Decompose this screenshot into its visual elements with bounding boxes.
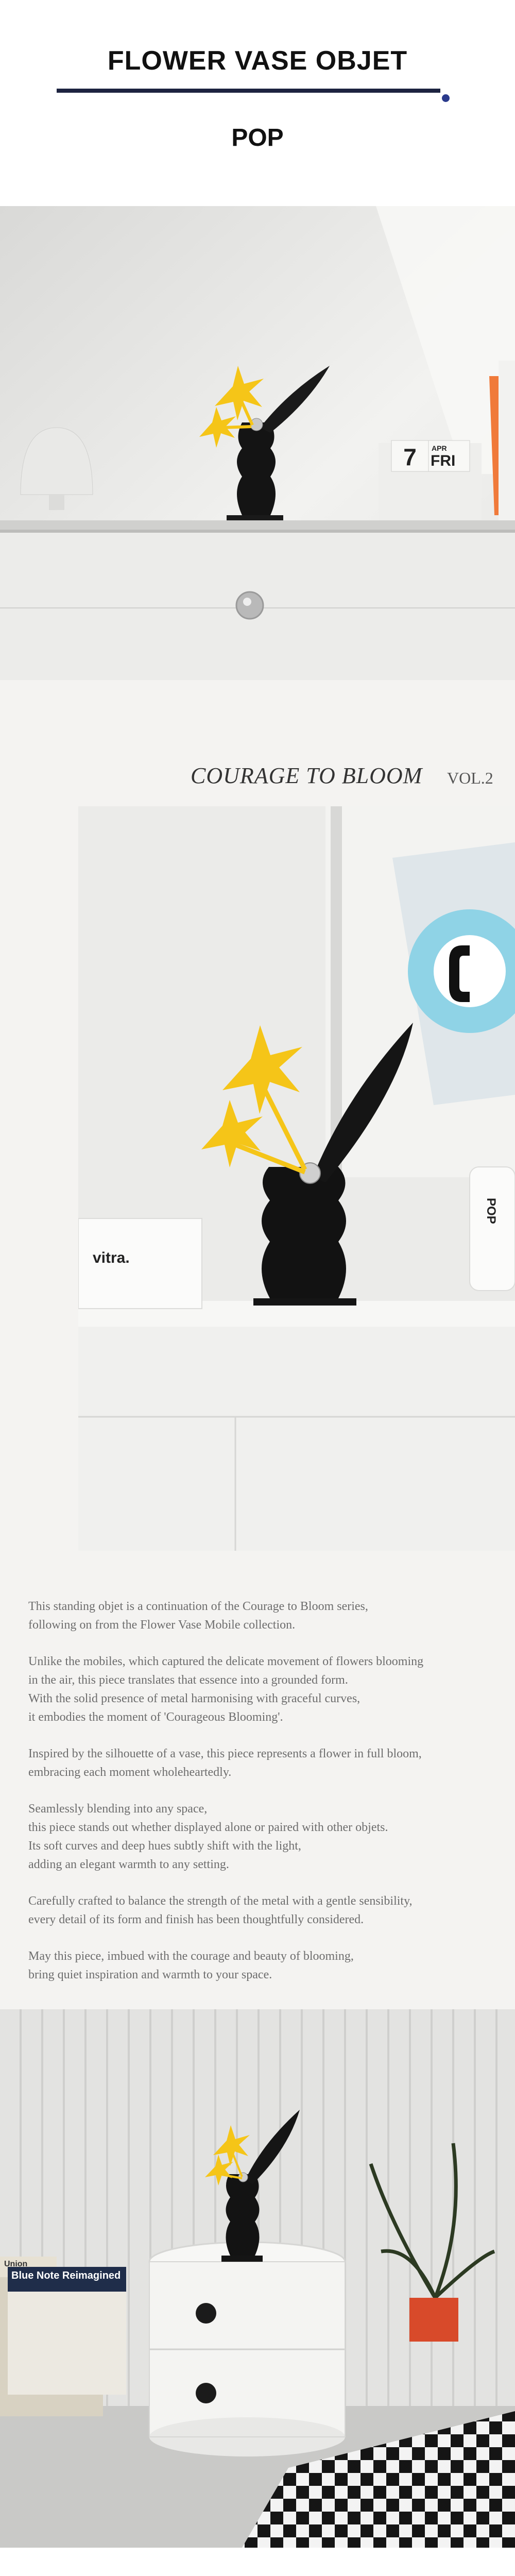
description-paragraph: Seamlessly blending into any space, this piece stands out whether displayed alone or paired with other objets. Its soft curves and deep hues subtly shift with the light, adding an elegant warmth to any setting.	[28, 1802, 388, 1871]
description-paragraph: Inspired by the silhouette of a vase, this piece represents a flower in full bloom, embracing each moment wholeheartedly.	[28, 1747, 422, 1779]
collection-title: COURAGE TO BLOOM	[191, 763, 423, 788]
book-spine: Union	[4, 2260, 28, 2268]
photo-1-illustration	[0, 206, 515, 680]
photo-vase-on-cabinet	[0, 206, 515, 680]
calendar-weekday: FRI	[431, 452, 456, 469]
description-paragraph: This standing objet is a continuation of the Courage to Bloom series, following on from the Flower Vase Mobile collection.	[28, 1600, 368, 1632]
description-paragraph: Unlike the mobiles, which captured the delicate movement of flowers blooming in the air, this piece translates that essence into a grounded form. With the solid presence of metal harmonising with graceful curves, it embodies the moment of 'Courageous Blooming'.	[28, 1655, 424, 1724]
accent-dot	[442, 94, 450, 102]
calendar-day: 7	[403, 444, 417, 470]
description-paragraph: May this piece, imbued with the courage and beauty of blooming, bring quiet inspiration and warmth to your space.	[28, 1950, 354, 1981]
collection-volume: VOL.2	[447, 769, 493, 787]
photo-2-illustration	[78, 806, 515, 1551]
book-title: Blue Note Reimagined	[11, 2270, 121, 2281]
title-underline	[57, 89, 440, 93]
photo-vase-on-storage	[0, 2009, 515, 2548]
page-title: FLOWER VASE OBJET	[107, 46, 408, 76]
photo-vase-closeup	[78, 806, 515, 1551]
vitra-box-label: vitra.	[93, 1249, 130, 1266]
pop-box-label: POP	[484, 1198, 498, 1224]
calendar-month: APR	[432, 444, 447, 452]
description-paragraph: Carefully crafted to balance the strength of the metal with a gentle sensibility, every detail of its form and finish has been thoughtfully considered.	[28, 1894, 413, 1926]
product-description	[28, 1597, 492, 2002]
page-subtitle: POP	[231, 124, 284, 151]
